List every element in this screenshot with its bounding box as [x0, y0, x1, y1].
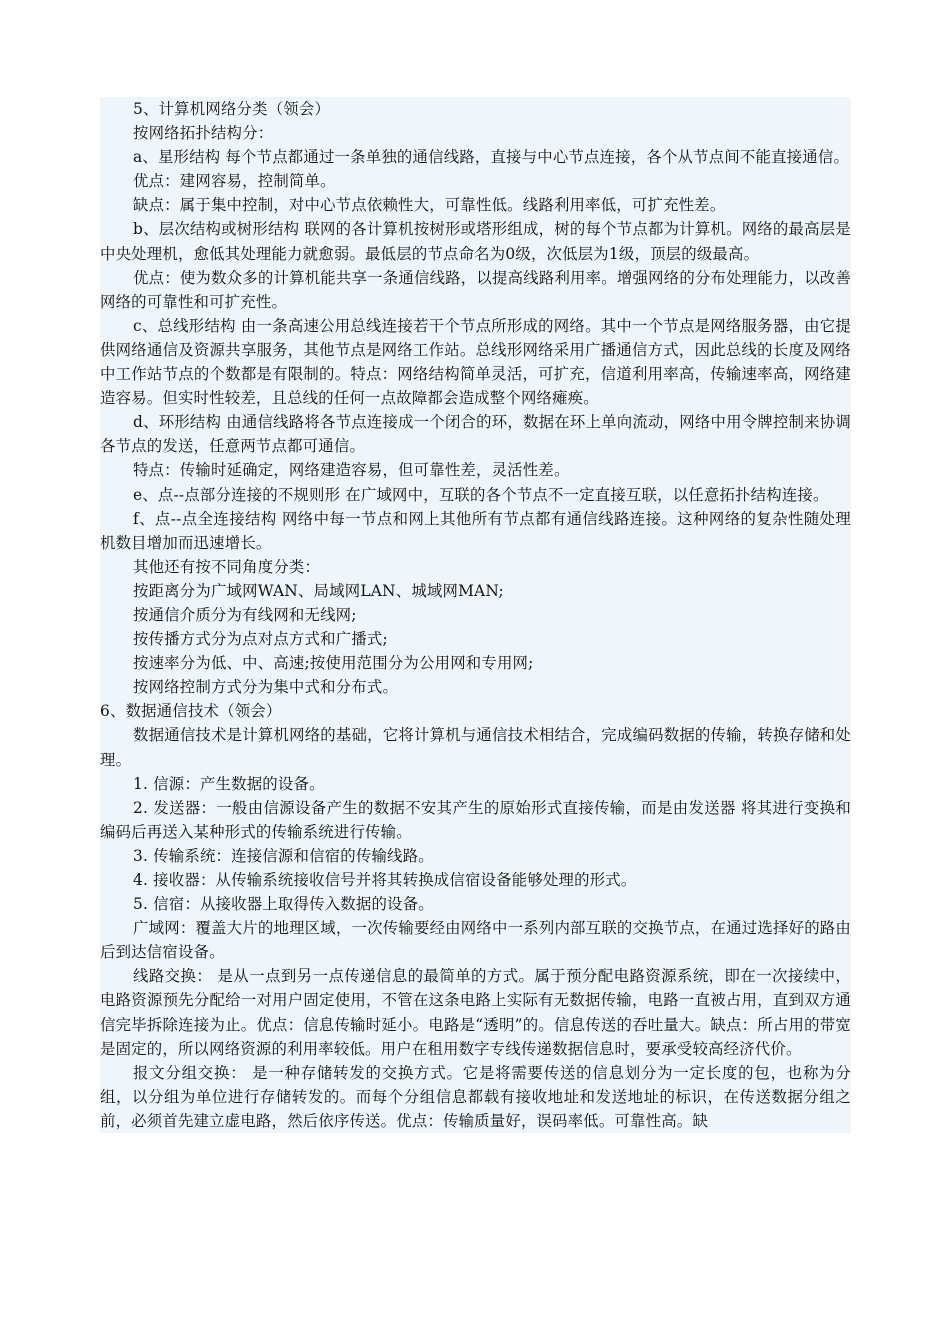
paragraph: 广域网：覆盖大片的地理区域，一次传输要经由网络中一系列内部互联的交换节点，在通过选择好的路由后到达信宿设备。 — [100, 919, 851, 962]
paragraph: 3. 传输系统：连接信源和信宿的传输线路。 — [133, 846, 434, 865]
paragraph: 特点：传输时延确定，网络建造容易，但可靠性差，灵活性差。 — [133, 461, 570, 480]
paragraph: 5. 信宿：从接收器上取得传入数据的设备。 — [133, 895, 434, 914]
paragraph: 优点：建网容易，控制简单。 — [133, 172, 336, 191]
paragraph: 5、计算机网络分类（领会） — [133, 100, 331, 118]
paragraph: 4. 接收器：从传输系统接收信号并将其转换成信宿设备能够处理的形式。 — [133, 871, 637, 889]
paragraph: 按网络拓扑结构分： — [133, 124, 274, 143]
paragraph: 按速率分为低、中、高速;按使用范围分为公用网和专用网; — [133, 654, 534, 673]
paragraph: 其他还有按不同角度分类： — [133, 557, 321, 576]
paragraph: 线路交换： 是从一点到另一点传递信息的最简单的方式。属于预分配电路资源系统，即在一次接续中，电路资源预先分配给一对用户固定使用，不管在这条电路上实际有无数据传输，电路一直被占用，直到双方通信完毕拆除连接为止。优点：信息传输时延小。电路是“透明”的。信息传送的吞吐量大。缺点：所占用的带宽是固定的，所以网络资源的利用率较低。用户在租用数字专线传递数据信息时，要承受较高经济代价。 — [100, 967, 851, 1058]
paragraph: 按传播方式分为点对点方式和广播式; — [133, 630, 388, 649]
paragraph: 按网络控制方式分为集中式和分布式。 — [133, 678, 399, 697]
paragraph: 6、数据通信技术（领会） — [100, 702, 282, 721]
document-body — [100, 97, 851, 1133]
paragraph: d、环形结构 由通信线路将各节点连接成一个闭合的环，数据在环上单向流动，网络中用令牌控制来协调各节点的发送，任意两节点都可通信。 — [100, 413, 851, 456]
paragraph: f、点--点全连接结构 网络中每一节点和网上其他所有节点都有通信线路连接。这种网络的复杂性随处理机数目增加而迅速增长。 — [100, 509, 851, 552]
paragraph: a、星形结构 每个节点都通过一条单独的通信线路，直接与中心节点连接，各个从节点间不能直接通信。 — [133, 148, 850, 167]
paragraph: b、层次结构或树形结构 联网的各计算机按树形或塔形组成，树的每个节点都为计算机。网络的最高层是中央处理机，愈低其处理能力就愈弱。最低层的节点命名为0级，次低层为1级，顶层的级最高。 — [100, 220, 851, 263]
paragraph: c、总线形结构 由一条高速公用总线连接若干个节点所形成的网络。其中一个节点是网络服务器，由它提供网络通信及资源共享服务，其他节点是网络工作站。总线形网络采用广播通信方式，因此总线的长度及网络中工作站节点的个数都是有限制的。特点：网络结构简单灵活，可扩充，信道利用率高，传输速率高，网络建造容易。但实时性较差，且总线的任何一点故障都会造成整个网络瘫痪。 — [100, 316, 851, 408]
paragraph: e、点--点部分连接的不规则形 在广域网中，互联的各个节点不一定直接互联，以任意拓扑结构连接。 — [133, 485, 829, 504]
paragraph: 按距离分为广域网WAN、局域网LAN、城域网MAN; — [133, 581, 504, 600]
paragraph: 2. 发送器：一般由信源设备产生的数据不安其产生的原始形式直接传输，而是由发送器 将其进行变换和编码后再送入某种形式的传输系统进行传输。 — [100, 798, 851, 841]
paragraph: 数据通信技术是计算机网络的基础，它将计算机与通信技术相结合，完成编码数据的传输，转换存储和处理。 — [100, 726, 851, 769]
paragraph: 缺点：属于集中控制，对中心节点依赖性大，可靠性低。线路利用率低，可扩充性差。 — [133, 196, 726, 215]
paragraph: 按通信介质分为有线网和无线网; — [133, 605, 357, 624]
paragraph: 优点：使为数众多的计算机能共享一条通信线路，以提高线路利用率。增强网络的分布处理能力，以改善网络的可靠性和可扩充性。 — [100, 268, 851, 311]
paragraph: 1. 信源：产生数据的设备。 — [133, 774, 325, 793]
paragraph: 报文分组交换： 是一种存储转发的交换方式。它是将需要传送的信息划分为一定长度的包，也称为分组，以分组为单位进行存储转发的。而每个分组信息都载有接收地址和发送地址的标识，在传送数据分组之前，必须首先建立虚电路，然后依序传送。优点：传输质量好，误码率低。可靠性高。缺 — [100, 1063, 851, 1130]
